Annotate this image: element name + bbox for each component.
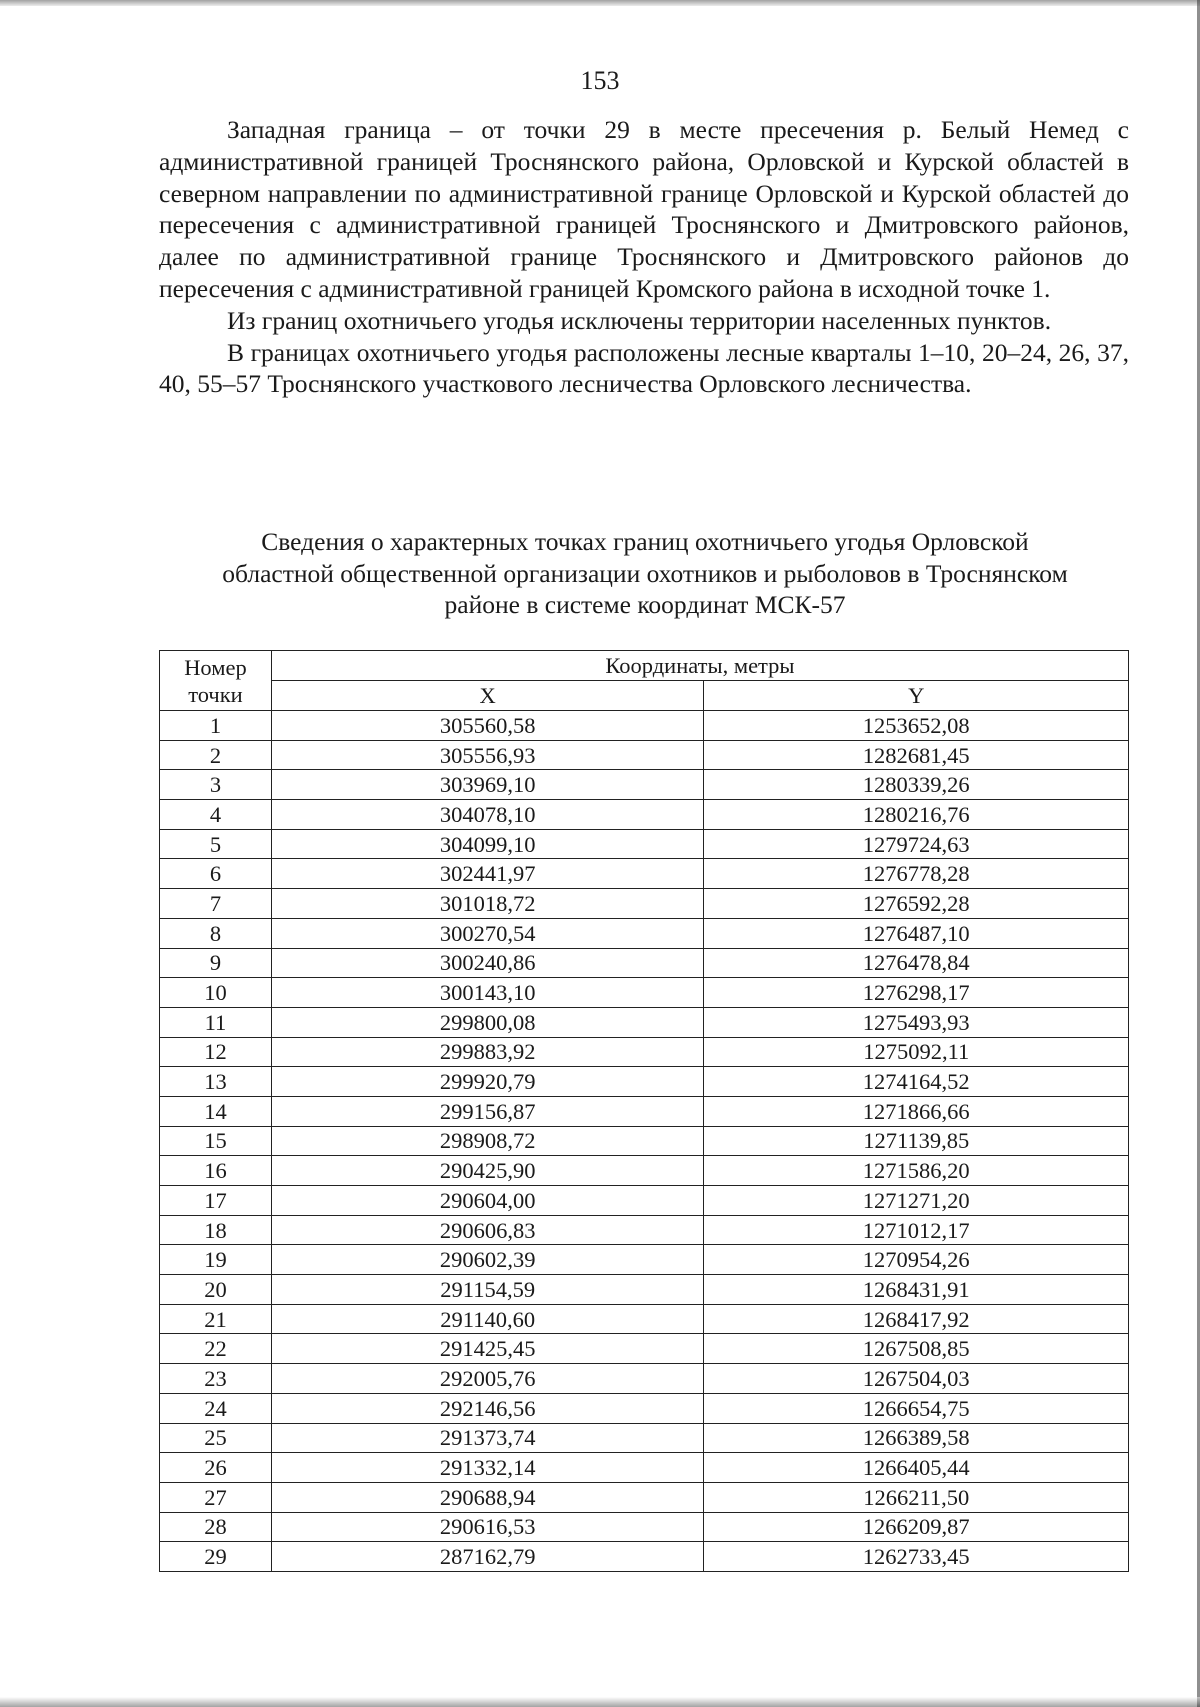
cell-point-number: 3 — [160, 770, 272, 800]
header-number-line: Номер — [184, 654, 247, 680]
cell-point-number: 17 — [160, 1186, 272, 1216]
cell-y: 1266209,87 — [704, 1512, 1129, 1542]
cell-x: 299883,92 — [271, 1037, 704, 1067]
cell-x: 299800,08 — [271, 1007, 704, 1037]
table-row — [160, 1186, 1129, 1216]
header-coordinates: Координаты, метры — [271, 651, 1128, 681]
cell-y: 1274164,52 — [704, 1067, 1129, 1097]
table-row — [160, 1067, 1129, 1097]
cell-y: 1270954,26 — [704, 1245, 1129, 1275]
cell-y: 1266389,58 — [704, 1423, 1129, 1453]
header-y: Y — [704, 681, 1129, 711]
cell-point-number: 7 — [160, 889, 272, 919]
cell-point-number: 9 — [160, 948, 272, 978]
page-number: 153 — [580, 66, 620, 95]
cell-y: 1268417,92 — [704, 1304, 1129, 1334]
cell-x: 290688,94 — [271, 1482, 704, 1512]
table-row — [160, 1423, 1129, 1453]
table-row — [160, 740, 1129, 770]
table-row — [160, 1453, 1129, 1483]
cell-y: 1268431,91 — [704, 1275, 1129, 1305]
table-row — [160, 1007, 1129, 1037]
table-row — [160, 829, 1129, 859]
cell-point-number: 20 — [160, 1275, 272, 1305]
cell-x: 287162,79 — [271, 1542, 704, 1572]
cell-point-number: 26 — [160, 1453, 272, 1483]
cell-y: 1271271,20 — [704, 1186, 1129, 1216]
cell-point-number: 16 — [160, 1156, 272, 1186]
cell-x: 291425,45 — [271, 1334, 704, 1364]
cell-y: 1280216,76 — [704, 800, 1129, 830]
table-row — [160, 918, 1129, 948]
table-caption-line: Сведения о характерных точках границ охотничьего угодья Орловской — [261, 527, 1029, 556]
table-row — [160, 1364, 1129, 1394]
cell-y: 1275493,93 — [704, 1007, 1129, 1037]
cell-point-number: 27 — [160, 1482, 272, 1512]
scan-edge-top — [0, 0, 1200, 6]
cell-y: 1271866,66 — [704, 1096, 1129, 1126]
cell-point-number: 1 — [160, 711, 272, 741]
cell-x: 299920,79 — [271, 1067, 704, 1097]
cell-x: 300240,86 — [271, 948, 704, 978]
cell-x: 290425,90 — [271, 1156, 704, 1186]
table-row — [160, 1482, 1129, 1512]
document-body — [159, 114, 1129, 400]
header-point-number — [160, 651, 272, 711]
cell-point-number: 11 — [160, 1007, 272, 1037]
cell-x: 290606,83 — [271, 1215, 704, 1245]
table-row — [160, 1542, 1129, 1572]
table-header — [160, 651, 1129, 711]
table-row — [160, 800, 1129, 830]
cell-y: 1271012,17 — [704, 1215, 1129, 1245]
header-x: X — [271, 681, 704, 711]
table-row — [160, 1304, 1129, 1334]
table-row — [160, 1393, 1129, 1423]
cell-x: 292005,76 — [271, 1364, 704, 1394]
cell-x: 298908,72 — [271, 1126, 704, 1156]
cell-x: 291373,74 — [271, 1423, 704, 1453]
table-row — [160, 1245, 1129, 1275]
cell-x: 300143,10 — [271, 978, 704, 1008]
table-row — [160, 889, 1129, 919]
table-caption — [140, 526, 1150, 621]
cell-y: 1262733,45 — [704, 1542, 1129, 1572]
table-row — [160, 1215, 1129, 1245]
cell-y: 1276778,28 — [704, 859, 1129, 889]
cell-y: 1276298,17 — [704, 978, 1129, 1008]
cell-point-number: 4 — [160, 800, 272, 830]
cell-point-number: 23 — [160, 1364, 272, 1394]
cell-x: 291332,14 — [271, 1453, 704, 1483]
cell-x: 301018,72 — [271, 889, 704, 919]
cell-y: 1271139,85 — [704, 1126, 1129, 1156]
cell-y: 1276478,84 — [704, 948, 1129, 978]
cell-y: 1267504,03 — [704, 1364, 1129, 1394]
cell-point-number: 6 — [160, 859, 272, 889]
cell-point-number: 8 — [160, 918, 272, 948]
cell-y: 1266211,50 — [704, 1482, 1129, 1512]
table-row — [160, 1275, 1129, 1305]
cell-y: 1276487,10 — [704, 918, 1129, 948]
table-row — [160, 711, 1129, 741]
cell-x: 290616,53 — [271, 1512, 704, 1542]
scan-edge-bottom — [0, 1697, 1200, 1707]
table-row — [160, 1512, 1129, 1542]
paragraph-exclusions: Из границ охотничьего угодья исключены территории населенных пунктов. — [227, 305, 1052, 335]
cell-point-number: 10 — [160, 978, 272, 1008]
cell-point-number: 29 — [160, 1542, 272, 1572]
paragraph-western-border: Западная граница – от точки 29 в месте пресечения р. Белый Немед с административной границей Троснянского района, Орловской и Курской областей в северном направлении по административной границе Орловской и Курской областей до пересечения с административной границей Троснянского и Дмитровского районов, далее по административной границе Троснянского и Дмитровского районов до пересечения с административной границей Кромского района в исходной точке 1. — [159, 115, 1129, 303]
cell-point-number: 13 — [160, 1067, 272, 1097]
table-row — [160, 1334, 1129, 1364]
cell-y: 1279724,63 — [704, 829, 1129, 859]
table-caption-line: областной общественной организации охотников и рыболовов в Троснянском — [222, 558, 1068, 588]
cell-y: 1282681,45 — [704, 740, 1129, 770]
cell-point-number: 22 — [160, 1334, 272, 1364]
cell-y: 1266405,44 — [704, 1453, 1129, 1483]
table-row — [160, 859, 1129, 889]
table-row — [160, 1096, 1129, 1126]
cell-point-number: 15 — [160, 1126, 272, 1156]
cell-x: 299156,87 — [271, 1096, 704, 1126]
cell-x: 290604,00 — [271, 1186, 704, 1216]
table-row — [160, 978, 1129, 1008]
cell-y: 1253652,08 — [704, 711, 1129, 741]
cell-y: 1275092,11 — [704, 1037, 1129, 1067]
cell-point-number: 18 — [160, 1215, 272, 1245]
cell-point-number: 28 — [160, 1512, 272, 1542]
cell-x: 292146,56 — [271, 1393, 704, 1423]
cell-x: 304078,10 — [271, 800, 704, 830]
cell-x: 304099,10 — [271, 829, 704, 859]
table-row — [160, 948, 1129, 978]
cell-x: 305560,58 — [271, 711, 704, 741]
table-caption-line: районе в системе координат МСК-57 — [444, 590, 846, 619]
cell-point-number: 5 — [160, 829, 272, 859]
cell-point-number: 21 — [160, 1304, 272, 1334]
cell-y: 1276592,28 — [704, 889, 1129, 919]
cell-x: 300270,54 — [271, 918, 704, 948]
cell-y: 1267508,85 — [704, 1334, 1129, 1364]
cell-x: 291140,60 — [271, 1304, 704, 1334]
table-body — [160, 711, 1129, 1572]
cell-x: 303969,10 — [271, 770, 704, 800]
coordinates-table — [159, 650, 1129, 1572]
table-row — [160, 1037, 1129, 1067]
cell-x: 302441,97 — [271, 859, 704, 889]
cell-x: 291154,59 — [271, 1275, 704, 1305]
cell-point-number: 19 — [160, 1245, 272, 1275]
table-row — [160, 770, 1129, 800]
table-row — [160, 1156, 1129, 1186]
table-row — [160, 1126, 1129, 1156]
cell-point-number: 2 — [160, 740, 272, 770]
header-number-line: точки — [188, 681, 243, 707]
cell-y: 1266654,75 — [704, 1393, 1129, 1423]
cell-x: 290602,39 — [271, 1245, 704, 1275]
cell-point-number: 12 — [160, 1037, 272, 1067]
cell-y: 1280339,26 — [704, 770, 1129, 800]
cell-x: 305556,93 — [271, 740, 704, 770]
cell-point-number: 14 — [160, 1096, 272, 1126]
cell-y: 1271586,20 — [704, 1156, 1129, 1186]
paragraph-forest-quarters: В границах охотничьего угодья расположены лесные кварталы 1–10, 20–24, 26, 37, 40, 55–57 Троснянского участкового лесничества Орловского лесничества. — [159, 337, 1129, 399]
cell-point-number: 24 — [160, 1393, 272, 1423]
cell-point-number: 25 — [160, 1423, 272, 1453]
